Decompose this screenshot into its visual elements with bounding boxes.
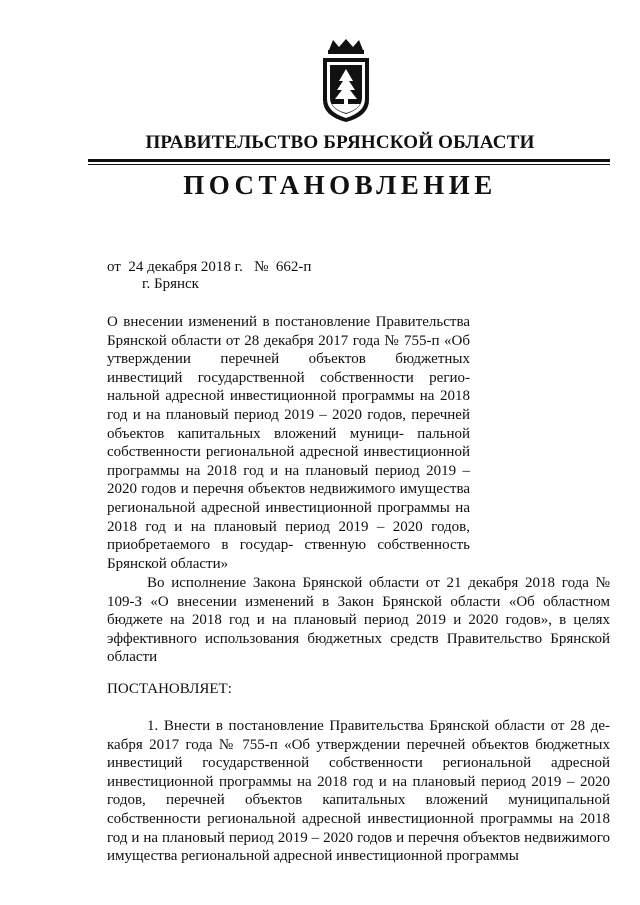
resolves-word: ПОСТАНОВЛЯЕТ: [107,681,232,697]
header-rule-thick [88,159,610,162]
decree-subject: О внесении изменений в постановление Правительства Брянской области от 28 декабря 2017 года № 755-п «Об утверждении перечней объектов бюджетных инвестиций государственной собственности регио- нальной адресной инвестиционной программы на 2018 год и на плановый период 2019 – 2020 годов, перечней объектов капитальных вложений муници- пальной собственности региональной адресной инвестиционной программы на 2018 год и на плановый период 2019 – 2020 годов и перечня объектов недвижимого имущества региональной адресной инвестиционной программы на 2018 год и на плановый период 2019 – 2020 годов, приобретаемого в государ- ственную собственность Брянской области» [107,314,470,572]
preamble-paragraph: Во исполнение Закона Брянской области от 21 декабря 2018 года № 109-З «О внесении изменений в Закон Брянской области «Об областном бюджете на 2018 год и на плановый период 2019 и 2020 годов», в целях эффективного использования бюджетных средств Правительство Брянской области [107,575,610,666]
document-type-title: ПОСТАНОВЛЕНИЕ [183,170,497,200]
clause-1-paragraph: 1. Внести в постановление Правительства Брянской области от 28 де- кабря 2017 года № 755-п «Об утверждении перечней объектов бюджетных инвестиций государственной собственности региональной адресной инвестиционной программы на 2018 год и на плановый период 2019 – 2020 годов, перечней объектов капитальных вложений муниципальной собственности региональной адресной инвестиционной программы на 2018 год и на плановый период 2019 – 2020 годов и перечня объектов недвижимого имущества региональной адресной инвестиционной программы [107,718,610,865]
date-and-number: от 24 декабря 2018 г. № 662-п [107,259,312,275]
government-name: ПРАВИТЕЛЬСТВО БРЯНСКОЙ ОБЛАСТИ [145,132,535,153]
coat-of-arms-icon [317,38,375,124]
header-rule-thin [88,164,610,165]
city: г. Брянск [142,276,199,292]
